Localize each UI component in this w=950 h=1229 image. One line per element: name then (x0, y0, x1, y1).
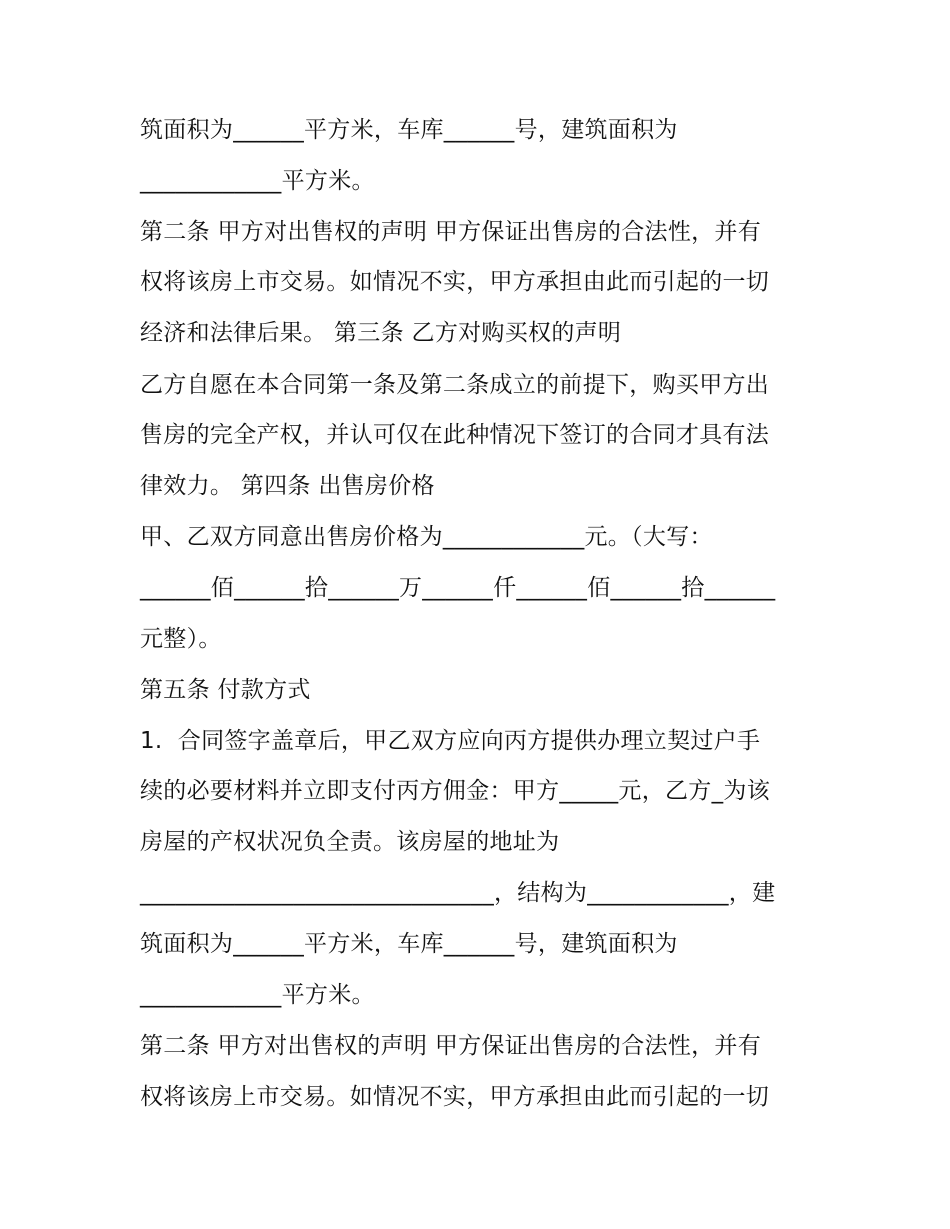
text-line: 元整）。 (140, 626, 222, 652)
text-line: 第二条 甲方对出售权的声明 甲方保证出售房的合法性，并有 (140, 1033, 762, 1059)
text-line: 权将该房上市交易。如情况不实，甲方承担由此而引起的一切 (140, 1084, 770, 1110)
text-line: 经济和法律后果。 第三条 乙方对购买权的声明 (140, 320, 622, 346)
text-line: 律效力。 第四条 出售房价格 (140, 473, 435, 499)
text-line: 房屋的产权状况负全责。该房屋的地址为 (140, 829, 560, 855)
text-line: ______________________________，结构为____________，建 (140, 880, 776, 906)
text-line: 1. 合同签字盖章后，甲乙双方应向丙方提供办理立契过户手 (140, 728, 761, 754)
text-line: 售房的完全产权，并认可仅在此种情况下签订的合同才具有法 (140, 422, 770, 448)
text-line: 筑面积为______平方米，车库______号，建筑面积为 (140, 117, 678, 143)
text-line: 第五条 付款方式 (140, 677, 311, 703)
text-line: 权将该房上市交易。如情况不实，甲方承担由此而引起的一切 (140, 269, 770, 295)
text-line: 甲、乙双方同意出售房价格为____________元。（大写： (140, 524, 713, 550)
text-line: 续的必要材料并立即支付丙方佣金：甲方_____元，乙方_为该 (140, 778, 770, 804)
text-line: ______佰______拾______万______仟______佰______拾______ (140, 575, 776, 601)
text-line: ____________平方米。 (140, 982, 375, 1008)
text-line: 第二条 甲方对出售权的声明 甲方保证出售房的合法性，并有 (140, 219, 762, 245)
text-line: 筑面积为______平方米，车库______号，建筑面积为 (140, 931, 678, 957)
text-line: 乙方自愿在本合同第一条及第二条成立的前提下，购买甲方出 (140, 372, 770, 398)
text-line: ____________平方米。 (140, 168, 375, 194)
